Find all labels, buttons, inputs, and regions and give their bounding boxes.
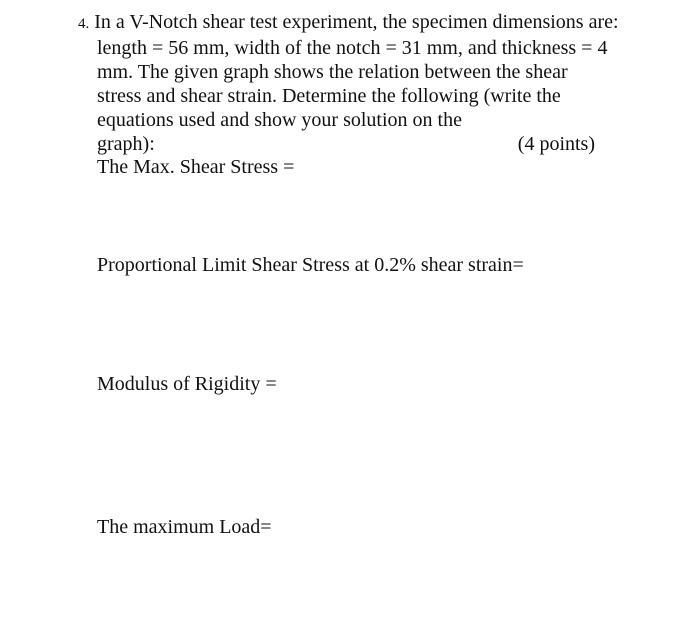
question-line-4: stress and shear strain. Determine the following (write the xyxy=(97,85,561,107)
question-line-3: mm. The given graph shows the relation between the shear xyxy=(97,61,568,83)
max-shear-stress-prompt: The Max. Shear Stress = xyxy=(97,156,295,178)
question-text-line-1: In a V-Notch shear test experiment, the specimen dimensions are: xyxy=(94,11,619,33)
question-block xyxy=(78,10,638,156)
question-line-1 xyxy=(78,10,638,36)
proportional-limit-prompt: Proportional Limit Shear Stress at 0.2% shear strain= xyxy=(97,254,524,276)
question-text-line-6: graph): xyxy=(97,133,155,155)
question-line-6 xyxy=(78,132,638,156)
question-line-5: equations used and show your solution on the xyxy=(97,109,462,131)
question-number: 4. xyxy=(78,16,90,32)
maximum-load-prompt: The maximum Load= xyxy=(97,516,272,538)
points-label: (4 points) xyxy=(517,133,595,155)
modulus-of-rigidity-prompt: Modulus of Rigidity = xyxy=(97,373,277,395)
question-line-2: length = 56 mm, width of the notch = 31 mm, and thickness = 4 xyxy=(97,37,608,59)
